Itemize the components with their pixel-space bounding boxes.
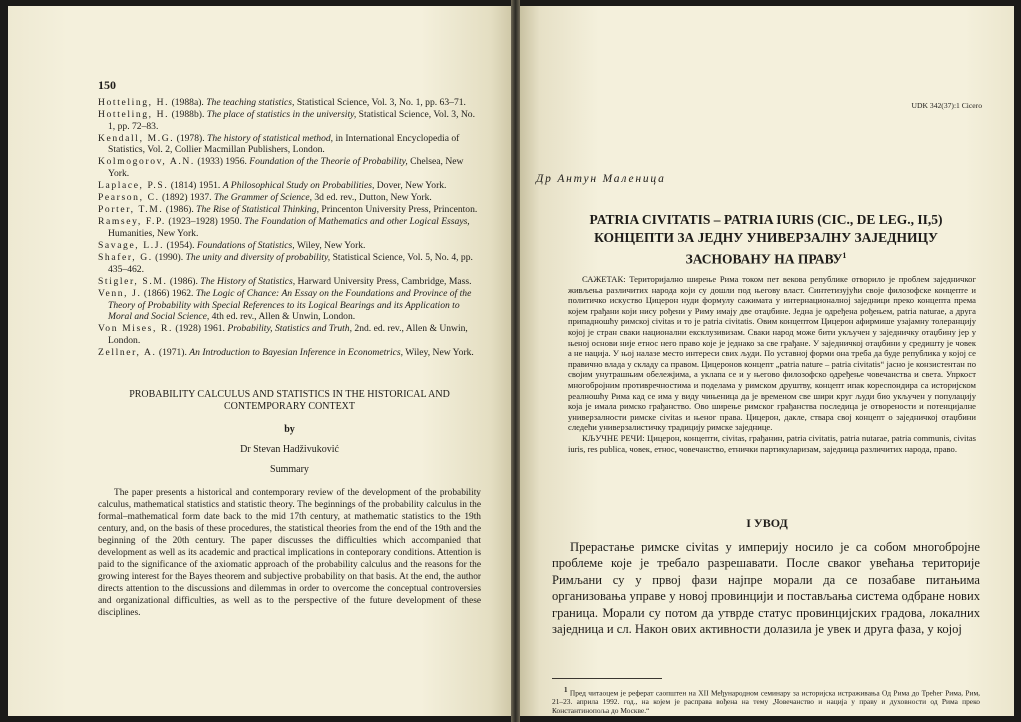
article-title xyxy=(552,211,980,269)
ref-author: Stigler, S.M. xyxy=(98,275,168,287)
ref-year: (1928) 1961. xyxy=(173,323,228,335)
reference-item xyxy=(98,109,481,132)
body-text: Прерастање римске civitas у империју носило је са собом многобројне проблеме које је требало разрешавати. После сваког увећања територије Римљани су у првој фази најпре морали да се позабаве питањима организовања управе у новој провинцији и постављања система одбране нових граница. Морали су потом да утврде статус провинцијских градова, локалних заједница и сл. Након ових активности долазила је увек и друга фаза, у којој xyxy=(552,540,980,637)
section-heading: I УВОД xyxy=(746,516,788,530)
ref-author: Hotteling, H. xyxy=(98,109,170,121)
ref-year: (1990). xyxy=(152,252,186,264)
summary-label: Summary xyxy=(270,463,309,475)
reference-list xyxy=(98,97,481,359)
ref-year: (1923–1928) 1950. xyxy=(165,216,245,228)
title-line-1: PATRIA CIVITATIS – PATRIA IURIS (CIC., DE LEG., II,5) xyxy=(589,212,943,227)
ref-title: The History of Statistics, xyxy=(200,275,296,287)
ref-author: Shafer, G. xyxy=(98,252,153,264)
ref-year: (1971). xyxy=(156,346,190,358)
summary-author: Dr Stevan Hadživuković xyxy=(240,443,339,455)
ref-publisher: Statistical Science, Vol. 3, No. 1, pp. 72–83. xyxy=(108,109,476,132)
ref-title: Probability, Statistics and Truth, xyxy=(227,323,353,335)
ref-title: The Logic of Chance: An Essay on the Foundations and Province of the Theory of Probability with Special References to its Logical Bearings and its Application to Moral and Social Science, xyxy=(108,288,472,323)
ref-author: Zellner, A. xyxy=(98,346,157,358)
ref-title: The Grammer of Science, xyxy=(213,192,312,204)
article-author: Др Антун Маленица xyxy=(536,173,666,185)
ref-title: The place of statistics in the university, xyxy=(206,109,357,121)
title-line-2: КОНЦЕПТИ ЗА ЈЕДНУ УНИВЕРЗАЛНУ ЗАЈЕДНИЦУ xyxy=(594,230,938,245)
footnote-text: Пред читаоцем је реферат саопштен на XII Међународном семинару за историјска истраживања Од Рима до Трећег Рима, Рим, 21–23. априла 1992. год., на којем је расправа вођена на тему „Човечанство и нација у праву и духовности од Рима преко Константинопоља до Москве.“ xyxy=(552,688,980,716)
ref-publisher: 4th ed. rev., Allen & Unwin, London. xyxy=(209,311,356,323)
reference-item xyxy=(98,276,481,288)
ref-author: Venn, J. xyxy=(98,288,142,299)
reference-item xyxy=(98,240,481,252)
page-number: 150 xyxy=(98,78,116,92)
ref-publisher: 3d ed. rev., Dutton, New York. xyxy=(311,192,432,204)
ref-author: Kolmogorov, A.N. xyxy=(98,156,195,168)
ref-title: The Foundation of Mathematics and other Logical Essays, xyxy=(244,216,470,228)
reference-item xyxy=(98,252,481,275)
ref-author: Laplace, P.S. xyxy=(98,180,169,192)
ref-publisher: Princenton University Press, Princenton. xyxy=(319,204,478,216)
reference-item xyxy=(98,347,481,359)
right-page xyxy=(520,6,1014,716)
ref-title: The unity and diversity of probability, xyxy=(185,252,331,264)
left-page xyxy=(8,6,511,716)
ref-year: (1986). xyxy=(167,275,201,287)
ref-author: Kendall, M.G. xyxy=(98,132,175,144)
ref-author: Von Mises, R. xyxy=(98,323,173,335)
ref-author: Pearson, C. xyxy=(98,192,160,204)
summary-text: The paper presents a historical and contemporary review of the development of the probability calculus, mathematical statistics and statistic theory. The beginnings of the probability calculus in the formal–mathematical form date back to the mid 17th century, at mathematic statistics to the 19th century, and, on the basis of these procedures, the statistical theories from the end of the 19th and the beginning of the 20th century. The paper discusses the difficulties which accompanied that development as well as its academic and practical implications in conteporary conditions. Attention is paid to the significance of the axiomatic approach of the probability calculus and the reasons for the growing interest for the Bayes theorem and subjective probability on that basis. At the end, the author directs attention to the discussions and dilemmas in order to overcome the conceptual controversies and organizational difficulties, as well as to the perspective of the future development of these disciplines. xyxy=(98,487,481,618)
ref-year: (1978). xyxy=(174,132,208,144)
ref-author: Ramsey, F.P. xyxy=(98,216,166,228)
ref-publisher: Chelsea, New York. xyxy=(108,156,464,180)
ref-year: (1954). xyxy=(164,240,197,252)
ref-publisher: Humanities, New York. xyxy=(108,228,199,240)
footnote-mark: 1 xyxy=(564,686,568,694)
ref-publisher: Wiley, New York. xyxy=(403,346,474,358)
reference-item xyxy=(98,323,481,346)
ref-year: (1814) 1951. xyxy=(168,180,223,192)
ref-publisher: Statistical Science, Vol. 3, No. 1, pp. 63–71. xyxy=(294,97,466,108)
reference-item xyxy=(98,133,481,156)
reference-item xyxy=(98,156,481,179)
ref-year: (1988b). xyxy=(169,109,207,121)
reference-item xyxy=(98,216,481,239)
ref-year: (1988a). xyxy=(169,97,207,108)
ref-title: An Introduction to Bayesian Inference in Econometrics, xyxy=(189,346,404,358)
ref-author: Hotteling, H. xyxy=(98,97,170,108)
ref-title: The Rise of Statistical Thinking, xyxy=(196,204,320,216)
english-summary xyxy=(98,389,481,619)
ref-year: (1892) 1937. xyxy=(159,192,214,204)
title-line-3: ЗАСНОВАНУ НА ПРАВУ xyxy=(685,251,843,267)
ref-title: Foundation of the Theorie of Probability, xyxy=(249,156,408,168)
ref-publisher: Harward University Press, Cambridge, Mass. xyxy=(295,275,472,287)
footnote-divider xyxy=(552,678,662,679)
ref-publisher: in International Encyclopedia of Statistics, Vol. 2, Collier Macmillan Publishers, London. xyxy=(108,132,460,156)
reference-item xyxy=(98,180,481,192)
udc-code: UDK 342(37):1 Cicero xyxy=(911,101,982,110)
abstract: САЖЕТАК: Територијално ширење Рима током пет векова републике отворило је проблем заједничког живљења различитих народа који су дошли под његову власт. Синтетизујући своје филозофске концепте и политичко искуство Цицерон нуди формулу сажиматa у интернационалној заједници преко концепта према којем грађани који нису рођени у Риму имају две отаџбине. Једна је одређена рођењем, patria naturae, а друга припадношћу римској civitas и то је patria civitatis. Овим концептом Цицерон афирмише узајамну толеранцију којој је стран сваки национални ексклузивизам. Сваки народ може бити укључен у заједничку отаџбину јер у њеној основи није етнос него право које је једнако за све грађане. У заједничкој отаџбини у средишту је човек а не нација. У њој налазе место интереси свих људи. По уставној форми она треба да буде република у којој се правично влада у складу са правом. Цицеронов концепт „patria nature – patria civitatis“ јасно је конзистентан по својим унутрашњим обележјима, а уклапа се и у његово филозофско одређење човечанства и света. Упркост многобројним противречностима и поделама у римском друштву, концепт ипак кореспондира са историјском реалношћу Рима кад се има у виду чињеница да је временом све шири круг људи био укључен у популацију која је имала римско грађанство. Ово ширење римског грађанства последица је отворености и потенцијалне универзалности римске civitas и њеног права. Цицерон, дакле, ствара свој концепт о заједничкој отаџбини следећи универзалистичку традицију римске заједнице. xyxy=(568,274,976,433)
ref-author: Porter, T.M. xyxy=(98,204,164,216)
ref-publisher: 2nd. ed. rev., Allen & Unwin, London. xyxy=(108,323,468,346)
summary-by: by xyxy=(284,423,295,435)
footnote xyxy=(552,686,980,715)
ref-title: A Philosophical Study on Probabilities, xyxy=(222,180,375,192)
reference-item xyxy=(98,192,481,204)
ref-year: (1933) 1956. xyxy=(194,156,250,168)
ref-publisher: Wiley, New York. xyxy=(294,240,366,252)
ref-title: Foundations of Statistics, xyxy=(196,240,295,252)
ref-year: (1866) 1962. xyxy=(141,288,196,299)
ref-author: Savage, L.J. xyxy=(98,240,165,252)
ref-publisher: Statistical Science, Vol. 5, No. 4, pp. 435–462. xyxy=(108,252,473,275)
ref-year: (1986). xyxy=(163,204,197,216)
summary-title: PROBABILITY CALCULUS AND STATISTICS IN THE HISTORICAL AND CONTEMPORARY CONTEXT xyxy=(129,388,450,412)
title-footnote-mark: 1 xyxy=(842,251,847,260)
keywords: КЉУЧНЕ РЕЧИ: Цицерон, концепти, civitas, грађанин, patria civitatis, patria nutarae, patria communis, civitas iuris, res publica, човек, етнос, човечанство, етнички партикуларизам, заједница различитих народа, право. xyxy=(568,432,976,454)
ref-title: The history of statistical method, xyxy=(207,132,334,144)
book-spine xyxy=(511,0,520,722)
ref-publisher: Dover, New York. xyxy=(374,180,447,192)
reference-item xyxy=(98,97,481,109)
ref-title: The teaching statistics, xyxy=(206,97,295,108)
reference-item xyxy=(98,288,481,323)
reference-item xyxy=(98,204,481,216)
abstract-block xyxy=(568,274,976,454)
